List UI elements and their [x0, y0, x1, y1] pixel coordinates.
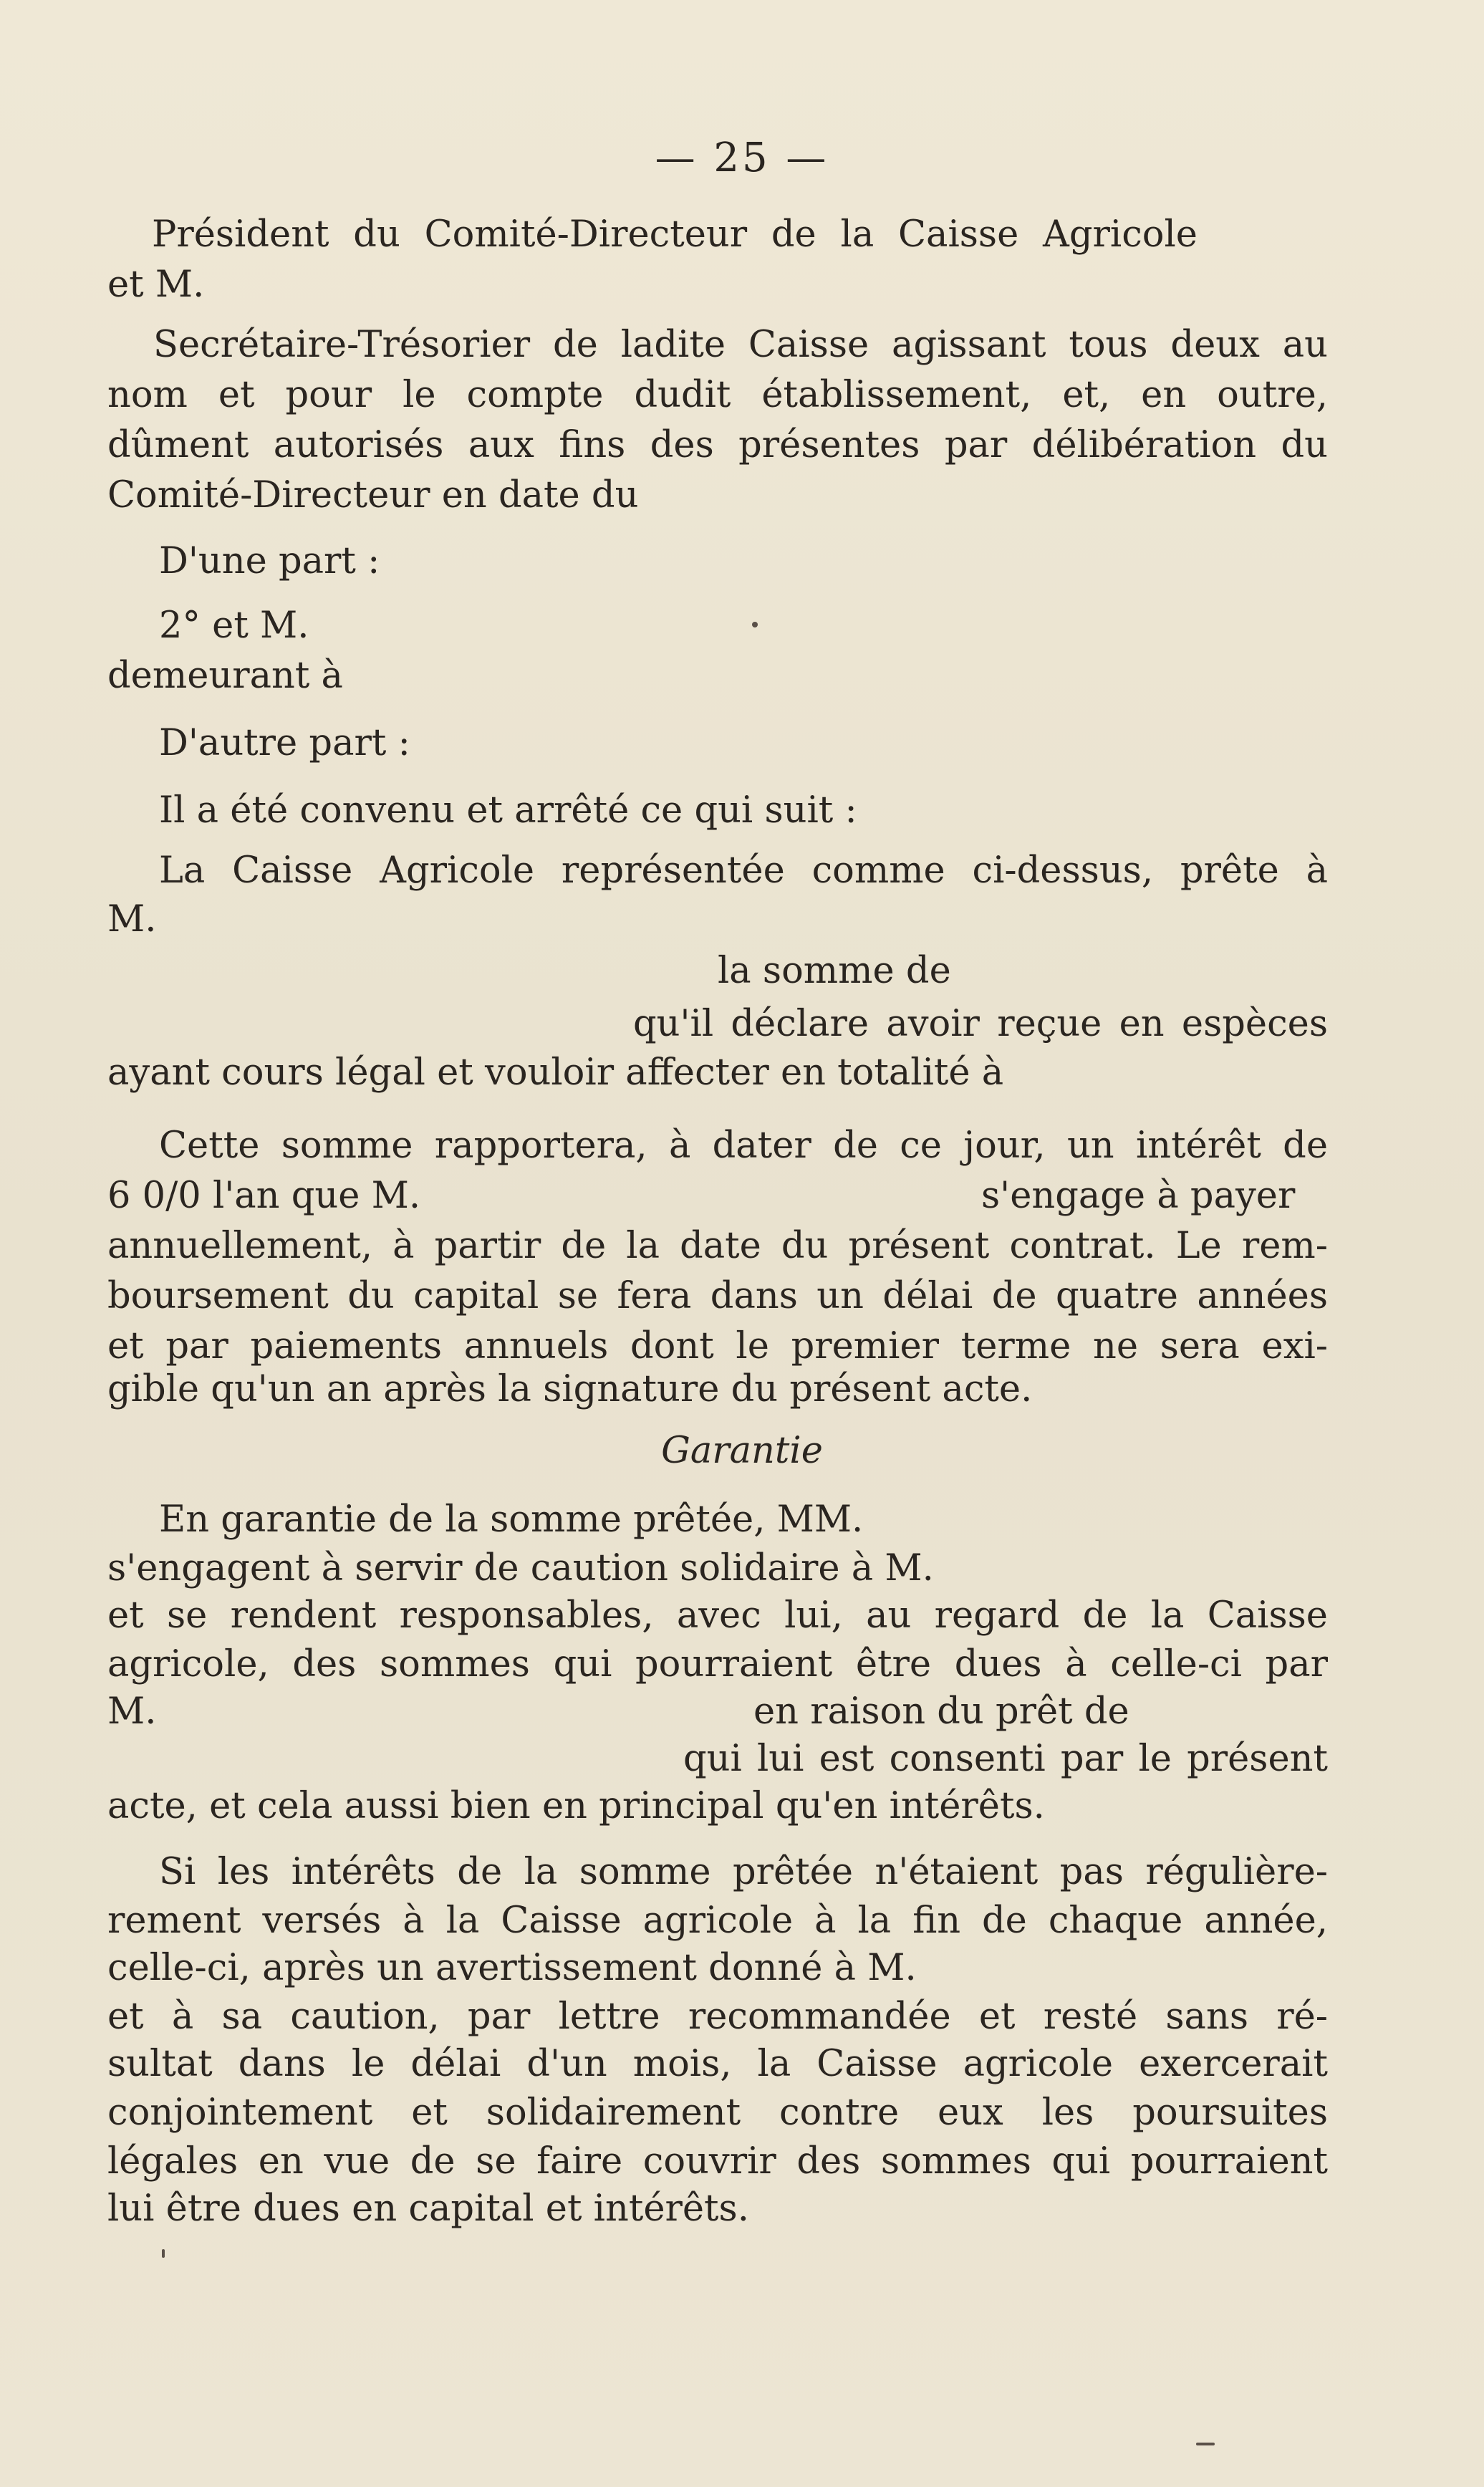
text-line: En garantie de la somme prêtée, MM. [159, 1499, 864, 1541]
paper-speck [162, 2249, 165, 2258]
text-line: et par paiements annuels dont le premier terme ne sera exi- [107, 1325, 1328, 1367]
text-line: boursement du capital se fera dans un délai de quatre années [107, 1275, 1328, 1317]
text-line: acte, et cela aussi bien en principal qu'en intérêts. [107, 1785, 1045, 1827]
text-line: Président du Comité-Directeur de la Caisse Agricole [152, 213, 1198, 256]
text-line: gible qu'un an après la signature du présent acte. [107, 1368, 1033, 1410]
text-line: légales en vue de se faire couvrir des sommes qui pourraient [107, 2140, 1328, 2183]
text-line: M. [107, 898, 157, 941]
text-line: qu'il déclare avoir reçue en espèces [633, 1003, 1328, 1045]
text-line: Cette somme rapportera, à dater de ce jour, un intérêt de [159, 1125, 1328, 1167]
text-line: D'autre part : [159, 722, 410, 764]
paper-speck [1196, 2443, 1215, 2445]
text-line: dûment autorisés aux fins des présentes par délibération du [107, 424, 1328, 466]
text-line: 6 0/0 l'an que M. [107, 1175, 421, 1217]
text-line: celle-ci, après un avertissement donné à M. [107, 1947, 917, 1989]
text-line: demeurant à [107, 655, 343, 697]
text-line: annuellement, à partir de la date du présent contrat. Le rem- [107, 1225, 1328, 1267]
text-line: D'une part : [159, 540, 380, 582]
text-line: et M. [107, 264, 205, 306]
text-line: la somme de [718, 950, 951, 992]
text-line: en raison du prêt de [753, 1690, 1129, 1733]
text-line: rement versés à la Caisse agricole à la fin de chaque année, [107, 1900, 1328, 1942]
text-line: s'engagent à servir de caution solidaire à M. [107, 1547, 934, 1589]
paper-speck [752, 622, 758, 627]
text-line: La Caisse Agricole représentée comme ci-dessus, prête à [159, 850, 1328, 892]
text-line: Si les intérêts de la somme prêtée n'étaient pas régulière- [159, 1851, 1328, 1893]
text-line: agricole, des sommes qui pourraient être dues à celle-ci par [107, 1643, 1328, 1685]
text-line: lui être dues en capital et intérêts. [107, 2188, 749, 2230]
text-line: Secrétaire-Trésorier de ladite Caisse agissant tous deux au [153, 324, 1328, 366]
text-line: nom et pour le compte dudit établissement, et, en outre, [107, 374, 1328, 416]
text-line: M. [107, 1690, 157, 1733]
text-line: Comité-Directeur en date du [107, 474, 639, 516]
text-line: sultat dans le délai d'un mois, la Caisse agricole exercerait [107, 2043, 1328, 2085]
text-line: conjointement et solidairement contre eux les poursuites [107, 2092, 1328, 2134]
text-line: s'engage à payer [981, 1175, 1296, 1217]
text-line: ayant cours légal et vouloir affecter en totalité à [107, 1052, 1004, 1094]
text-line: qui lui est consenti par le présent [683, 1738, 1328, 1780]
page-number: — 25 — [655, 135, 829, 181]
section-heading-garantie: Garantie [661, 1430, 823, 1472]
text-line: Il a été convenu et arrêté ce qui suit : [159, 789, 857, 832]
text-line: et se rendent responsables, avec lui, au regard de la Caisse [107, 1594, 1328, 1637]
text-line: 2° et M. [159, 605, 309, 647]
text-line: et à sa caution, par lettre recommandée et resté sans ré- [107, 1996, 1328, 2038]
